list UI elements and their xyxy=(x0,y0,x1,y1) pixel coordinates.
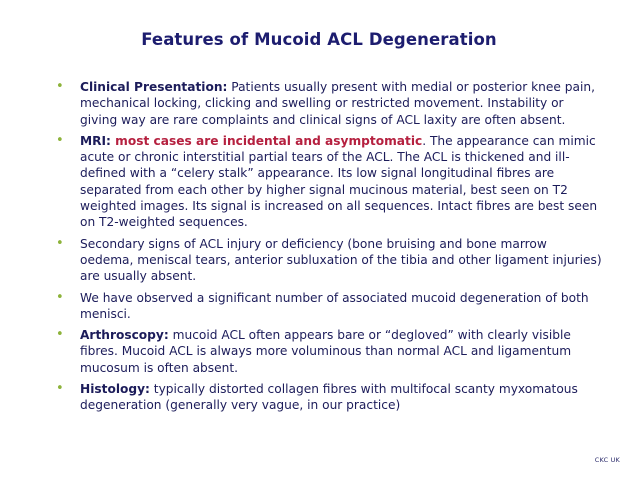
bullet-icon: • xyxy=(56,381,64,397)
slide-title: Features of Mucoid ACL Degeneration xyxy=(141,30,497,49)
bullet-icon: • xyxy=(56,289,64,305)
item-text: Secondary signs of ACL injury or deficiency (bone bruising and bone marrow oedema, meniscal tears, anterior subluxation of the tibia and other ligament injuries) are usually absent. xyxy=(80,236,602,284)
item-text: We have observed a significant number of associated mucoid degeneration of both menisci. xyxy=(80,290,589,321)
bullet-icon: • xyxy=(56,235,64,251)
list-item xyxy=(56,290,604,323)
item-heading: Arthroscopy: xyxy=(80,328,169,343)
item-text: mucoid ACL often appears bare or “degloved” with clearly visible fibres. Mucoid ACL is always more voluminous than normal ACL and ligamentum mucosum is often absent. xyxy=(80,328,572,375)
item-text: typically distorted collagen fibres with multifocal scanty myxomatous degeneration (generally very vague, in our practice) xyxy=(80,382,578,413)
list-item xyxy=(56,133,604,231)
list-item xyxy=(56,236,604,285)
list-item xyxy=(56,381,604,414)
item-text: . The appearance can mimic acute or chronic interstitial partial tears of the ACL. The ACL is thickened and ill-defined with a “celery stalk” appearance. Its low signal longitudinal fibres are separated from each other by higher signal mucinous material, best seen on T2 weighted images. Its signal is increased on all sequences. Intact fibres are best seen on T2-weighted sequences. xyxy=(80,133,598,230)
bullet-icon: • xyxy=(56,79,64,94)
item-heading: MRI: xyxy=(80,133,111,148)
footer-label: CKC UK xyxy=(594,456,620,464)
list-item xyxy=(56,79,604,128)
bullet-icon: • xyxy=(56,132,64,148)
bullet-icon: • xyxy=(56,327,64,343)
item-heading: Clinical Presentation: xyxy=(80,80,228,94)
item-heading: Histology: xyxy=(80,382,150,397)
item-text: Patients usually present with medial or posterior knee pain, mechanical locking, clicking and swelling or restricted movement. Instability or giving way are rare complaints and clinical signs of ACL laxity are often absent. xyxy=(80,80,595,127)
bullet-list xyxy=(56,79,604,419)
list-item xyxy=(56,327,604,376)
item-highlight: most cases are incidental and asymptomatic xyxy=(110,133,423,148)
